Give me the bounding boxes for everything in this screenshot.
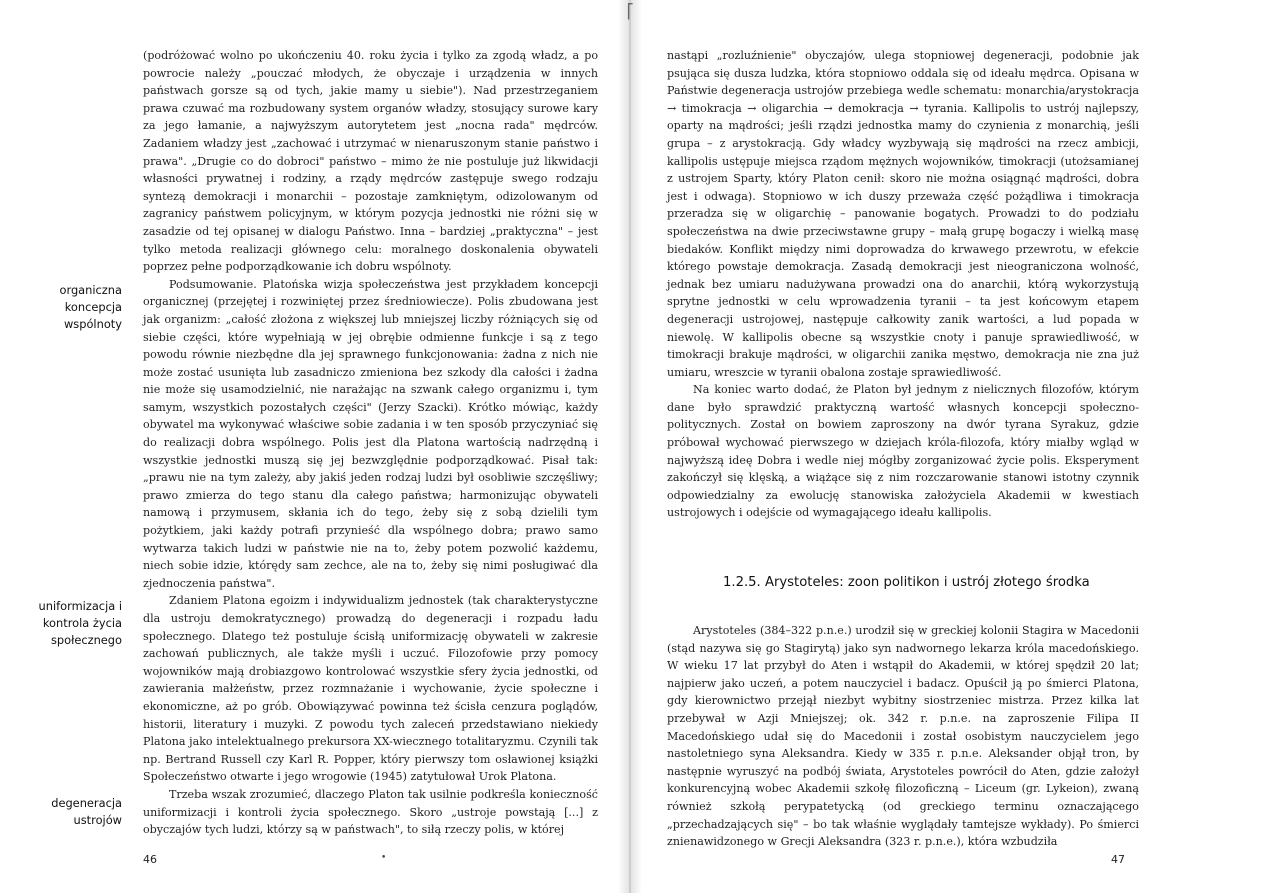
paragraph: (podróżować wolno po ukończeniu 40. roku życia i tylko za zgodą władz, a po powrocie należy „pouczać młodych, że obyczaje i urządzenia w innych państwach gorsze są od tych, jakie mamy u siebie"). Nad przestrzeganiem prawa czuwać ma rozbudowany system organów władzy, stosujący surowe kary za jego łamanie, a najwyższym autorytetem jest „nocna rada" mędrców. Zadaniem władzy jest „zachować i utrzymać w nienaruszonym stanie państwo i prawa". „Drugie co do dobroci" państwo – mimo że nie postuluje już likwidacji własności prywatnej i rodziny, a rządy mędrców zastępuje swego rodzaju syntezą demokracji i monarchii – pozostaje zamkniętym, odizolowanym od zagranicy państwem policyjnym, w którym pozycja jednostki nie różni się w zasadzie od tej opisanej w dialogu Państwo. Inna – bardziej „praktyczna" – jest tylko metoda realizacji głównego celu: moralnego doskonalenia obywateli poprzez pełne podporządkowanie ich dobru wspólnoty.: [143, 49, 598, 274]
paragraph: Zdaniem Platona egoizm i indywidualizm jednostek (tak charakterystyczne dla ustroju demokratycznego) prowadzą do degeneracji i rozpadu ładu społecznego. Dlatego też postuluje ścisłą uniformizację obywateli w zakresie zachowań publicznych, ale także myśli i uczuć. Filozofowie przy pomocy wojowników mają drobiazgowo kontrolować wszystkie sfery życia jednostki, od zawierania małżeństw, przez rozmnażanie i wychowanie, życie społeczne i ekonomiczne, aż po grób. Obowiązywać powinna też ścisła cenzura poglądów, historii, literatury i muzyki. Z powodu tych zaleceń przedstawiano niekiedy Platona jako intelektualnego prekursora XX-wiecznego totalitaryzmu. Czynili tak np. Bertrand Russell czy Karl R. Popper, który pierwszy tom osławionej książki Społeczeństwo otwarte i jego wrogowie (1945) zatytułował Urok Platona.: [143, 594, 598, 784]
book-gutter: [618, 0, 642, 893]
page-number-right: 47: [1111, 853, 1125, 866]
paragraph: Arystoteles (384–322 p.n.e.) urodził się w greckiej kolonii Stagira w Macedonii (stąd nazywa się go Stagirytą) jako syn nadwornego lekarza króla macedońskiego. W wieku 17 lat przybył do Aten i wstąpił do Akademii, w której spędził 20 lat; najpierw jako uczeń, a potem nauczyciel i badacz. Opuścił ją po śmierci Platona, gdy kierownictwo przejął niezbyt wybitny siostrzeniec mistrza. Przez kilka lat przebywał w Azji Mniejszej; ok. 342 r. p.n.e. na zaproszenie Filipa II Macedońskiego udał się do Macedonii i został osobistym nauczycielem jego nastoletniego syna Aleksandra. Kiedy w 335 r. p.n.e. Aleksander objął tron, by następnie wyruszyć na podbój świata, Arystoteles powrócił do Aten, gdzie założył konkurencyjną wobec Akademii szkołę filozoficzną – Liceum (gr. Lykeion), zwaną również szkołą perypatetycką (od greckiego terminu oznaczającego „przechadzających się" – bo tak właśnie wyglądały tamtejsze wykłady). Po śmierci znienawidzonego w Grecji Aleksandra (323 r. p.n.e.), która wzbudziła: [667, 624, 1139, 849]
left-page-text: [143, 47, 598, 839]
paragraph: Na koniec warto dodać, że Platon był jednym z nielicznych filozofów, którym dane było sprawdzić praktyczną wartość własnych koncepcji społeczno-politycznych. Został on bowiem zaproszony na dwór tyrana Syrakuz, gdzie próbował wychować pierwszego w dziejach króla-filozofa, który miałby wgląd w najwyższą ideę Dobra i wedle niej mógłby zorganizować życie polis. Eksperyment zakończył się klęską, a wiążące się z nim rozczarowanie stanowi istotny czynnik odpowiedzialny za ewolucję stanowiska założyciela Akademii w kwestiach ustrojowych i odejście od wymagającego ideału kallipolis.: [667, 383, 1139, 520]
right-page-text: [667, 47, 1139, 522]
page-number-left: 46: [143, 853, 157, 866]
gutter-mark: ⎡: [626, 4, 635, 20]
paragraph: Podsumowanie. Platońska wizja społeczeństwa jest przykładem koncepcji organicznej (przejętej i rozwiniętej przez średniowiecze). Polis zbudowana jest jak organizm: „całość złożona z większej lub mniejszej liczby różniących się od siebie części, które wypełniają w jej obrębie odmienne funkcje i są z tego powodu równie niezbędne dla jej sprawnego funkcjonowania: żadna z nich nie może zostać usunięta lub zasadniczo zmieniona bez szkody dla całości i żadna nie może się usamodzielnić, nie narażając na szwank całego organizmu i, tym samym, wszystkich pozostałych części" (Jerzy Szacki). Krótko mówiąc, każdy obywatel ma wykonywać właściwe sobie zadania i w ten sposób przyczyniać się do realizacji dobra wspólnego. Polis jest dla Platona wartością nadrzędną i wszystkie jednostki muszą się jej bezwzględnie podporządkować. Pisał tak: „prawu nie na tym zależy, aby jakiś jeden rodzaj ludzi był osobliwie szczęśliwy; prawo zmierza do tego stanu dla całego państwa; harmonizując obywateli namową i przymusem, skłania ich do tego, żeby się z sobą dzielili tym pożytkiem, jaki każdy potrafi przynieść dla wspólnego dobra; prawo samo wytwarza takich ludzi w państwie nie na to, żeby potem pozwolić każdemu, niech sobie idzie, którędy sam zechce, ale na to, żeby się nimi posługiwać dla zjednoczenia państwa".: [143, 277, 598, 590]
right-page-text-lower: [667, 622, 1139, 851]
margin-note-organic: organiczna koncepcja wspólnoty: [59, 283, 122, 331]
margin-note-uniformization: uniformizacja i kontrola życia społecznego: [38, 599, 122, 647]
margin-note-degeneration: degeneracja ustrojów: [51, 796, 122, 827]
section-heading: 1.2.5. Arystoteles: zoon politikon i ustrój złotego środka: [723, 575, 1090, 590]
scan-dot: •: [381, 853, 387, 863]
paragraph: nastąpi „rozluźnienie" obyczajów, ulega stopniowej degeneracji, podobnie jak psująca się dusza ludzka, która stopniowo oddala się od ideału mędrca. Opisana w Państwie degeneracja ustrojów przebiega wedle schematu: monarchia/arystokracja → timokracja → oligarchia → demokracja → tyrania. Kallipolis to ustrój najlepszy, oparty na mądrości; jeśli rządzi jednostka mamy do czynienia z monarchią, jeśli grupa – z arystokracją. Gdy władcy wyzbywają się mądrości na rzecz ambicji, kallipolis ustępuje miejsca rządom mężnych wojowników, timokracji (utożsamianej z ustrojem Sparty, który Platon cenił: skoro nie można osiągnąć mądrości, dobra jest i odwaga). Stopniowo w ich duszy przeważa część pożądliwa i timokracja przeradza się w oligarchię – panowanie bogatych. Prowadzi to do podziału społeczeństwa na dwie przeciwstawne grupy – małą grupę bogaczy i wielką masę biedaków. Konflikt między nimi doprowadza do krwawego przewrotu, w efekcie którego powstaje demokracja. Zasadą demokracji jest nieograniczona wolność, jednak bez umiaru nadużywana prowadzi ona do anarchii, którą wykorzystują sprytne jednostki w celu wprowadzenia tyranii – ta jest końcowym etapem degeneracji ustrojowej, następuje całkowity zanik wartości, a lud popada w niewolę. W kallipolis obecne są wszystkie cnoty i panuje sprawiedliwość, w timokracji brakuje mądrości, w oligarchii zanika męstwo, demokracja nie zna już umiaru, wreszcie w tyranii obalona zostaje sprawiedliwość.: [667, 49, 1139, 379]
paragraph: Trzeba wszak zrozumieć, dlaczego Platon tak usilnie podkreśla konieczność uniformizacji i kontroli życia społecznego. Skoro „ustroje powstają [...] z obyczajów tych ludzi, którzy są w państwach", to siłą rzeczy polis, w której: [143, 787, 598, 837]
